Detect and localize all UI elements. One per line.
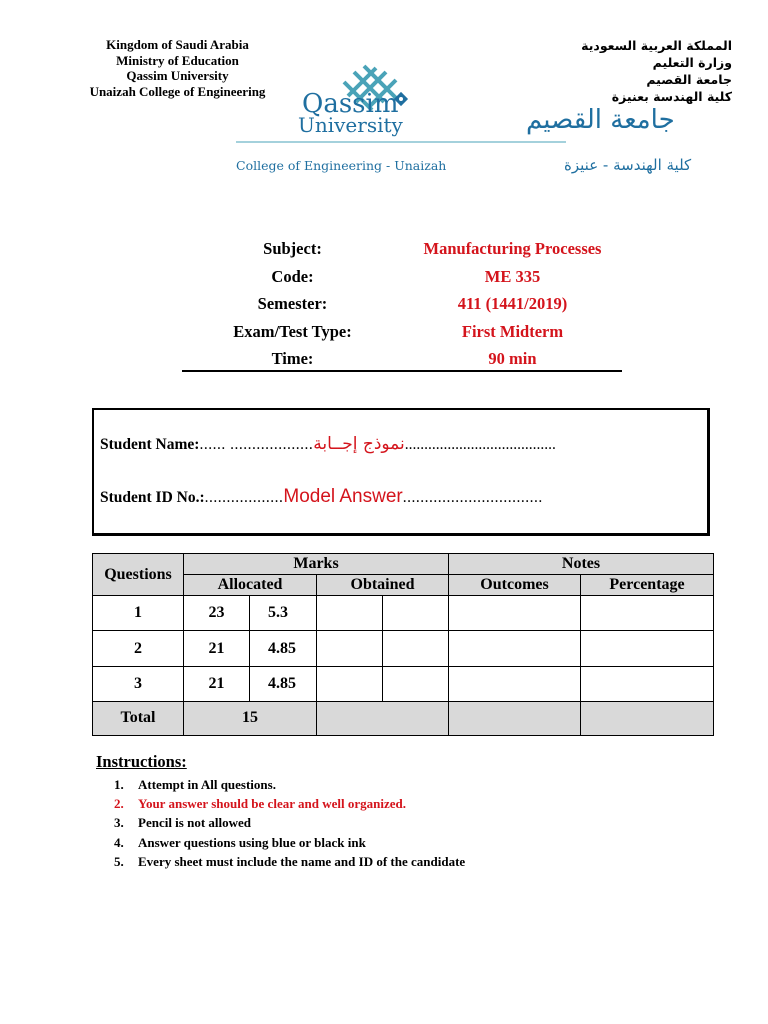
header-left-line-4: Unaizah College of Engineering (89, 83, 266, 99)
table-row (93, 666, 714, 701)
total-percentage-cell[interactable] (581, 701, 714, 735)
student-id-label: Student ID No.: (100, 489, 205, 506)
question-number: 2 (93, 631, 184, 666)
table-row (93, 631, 714, 666)
allocated-cell: 21 (184, 666, 250, 701)
list-item-number: 2. (114, 796, 124, 812)
list-item-text: Every sheet must include the name and ID of the candidate (138, 853, 466, 869)
header-allocated: Allocated (184, 575, 317, 596)
blank-cell[interactable] (383, 666, 449, 701)
student-name-line (100, 434, 556, 454)
header-left-line-2: Ministry of Education (116, 52, 239, 68)
header-notes: Notes (449, 554, 714, 575)
list-item-text: Your answer should be clear and well organized. (138, 796, 406, 812)
exam-info-labels (180, 235, 405, 373)
total-label: Total (93, 701, 184, 735)
outcomes-cell[interactable] (449, 666, 581, 701)
value-exam-type: First Midterm (461, 321, 564, 341)
instructions-title: Instructions: (96, 752, 187, 771)
blank-cell[interactable] (317, 666, 383, 701)
label-exam-type: Exam/Test Type: (233, 321, 352, 341)
header-percentage: Percentage (581, 575, 714, 596)
logo-college-ar: كلية الهندسة - عنيزة (564, 156, 692, 174)
marks-table (92, 553, 714, 736)
list-item-number: 3. (114, 815, 124, 831)
header-obtained: Obtained (317, 575, 449, 596)
list-item-number: 4. (114, 834, 124, 850)
blank-cell[interactable] (317, 631, 383, 666)
allocated-cell: 23 (184, 596, 250, 631)
header-right-line-3: جامعة القصيم (646, 72, 732, 87)
header-outcomes: Outcomes (449, 575, 581, 596)
table-header-row-2 (93, 575, 714, 596)
blank-cell[interactable] (383, 596, 449, 631)
header-right-line-1: المملكة العربية السعودية (581, 38, 732, 53)
question-number: 3 (93, 666, 184, 701)
value-subject: Manufacturing Processes (423, 239, 602, 258)
student-name-label: Student Name: (100, 436, 200, 453)
student-id-dots-before: .................. (204, 489, 284, 506)
info-divider (182, 370, 622, 372)
student-name-value[interactable]: نموذج إجــابة (313, 434, 405, 454)
student-id-line (100, 486, 543, 508)
obtained-cell: 5.3 (250, 596, 317, 631)
percentage-cell[interactable] (581, 631, 714, 666)
student-id-dots-after: ................................ (402, 489, 543, 506)
percentage-cell[interactable] (581, 666, 714, 701)
header-questions: Questions (93, 554, 184, 596)
label-subject: Subject: (263, 239, 322, 258)
percentage-cell[interactable] (581, 596, 714, 631)
student-name-dots-after: ....................................... (404, 436, 556, 453)
label-time: Time: (271, 349, 314, 368)
instructions-list (114, 775, 714, 871)
header-left-line-1: Kingdom of Saudi Arabia (106, 37, 249, 52)
list-item-number: 5. (114, 853, 124, 869)
list-item (114, 852, 714, 871)
header-right (552, 37, 732, 105)
label-code: Code: (271, 266, 314, 286)
student-name-dots-before: ...... ................... (199, 436, 314, 453)
student-info-box (92, 408, 710, 536)
table-total-row (93, 701, 714, 735)
blank-cell[interactable] (383, 631, 449, 666)
exam-info-values (395, 235, 630, 373)
allocated-cell: 21 (184, 631, 250, 666)
header-right-line-4: كلية الهندسة بعنيزة (611, 89, 732, 104)
list-item (114, 833, 714, 852)
total-outcomes-cell[interactable] (449, 701, 581, 735)
list-item-text: Answer questions using blue or black ink (138, 834, 366, 850)
outcomes-cell[interactable] (449, 596, 581, 631)
blank-cell[interactable] (317, 596, 383, 631)
obtained-cell: 4.85 (250, 666, 317, 701)
table-header-row-1 (93, 554, 714, 575)
header-marks: Marks (184, 554, 449, 575)
label-semester: Semester: (257, 294, 328, 313)
value-semester: 411 (1441/2019) (457, 294, 568, 313)
logo-university-ar: جامعة القصيم (526, 105, 675, 135)
header-left-line-3: Qassim University (126, 68, 229, 83)
list-item (114, 794, 714, 813)
list-item (114, 813, 714, 832)
list-item-number: 1. (114, 777, 124, 792)
logo-college-en: College of Engineering - Unaizah (236, 158, 447, 173)
value-code: ME 335 (484, 266, 541, 286)
logo-university-en-1: Qassim (302, 89, 399, 119)
header-right-line-2: وزارة التعليم (652, 55, 732, 70)
question-number: 1 (93, 596, 184, 631)
student-id-value[interactable]: Model Answer (283, 486, 403, 507)
list-item-text: Attempt in All questions. (138, 777, 276, 792)
table-row (93, 596, 714, 631)
outcomes-cell[interactable] (449, 631, 581, 666)
total-value: 15 (184, 701, 317, 735)
total-obtained-cell[interactable] (317, 701, 449, 735)
obtained-cell: 4.85 (250, 631, 317, 666)
value-time: 90 min (488, 349, 537, 368)
list-item-text: Pencil is not allowed (138, 815, 252, 831)
list-item (114, 775, 714, 794)
logo-university-en-2: University (298, 113, 403, 137)
